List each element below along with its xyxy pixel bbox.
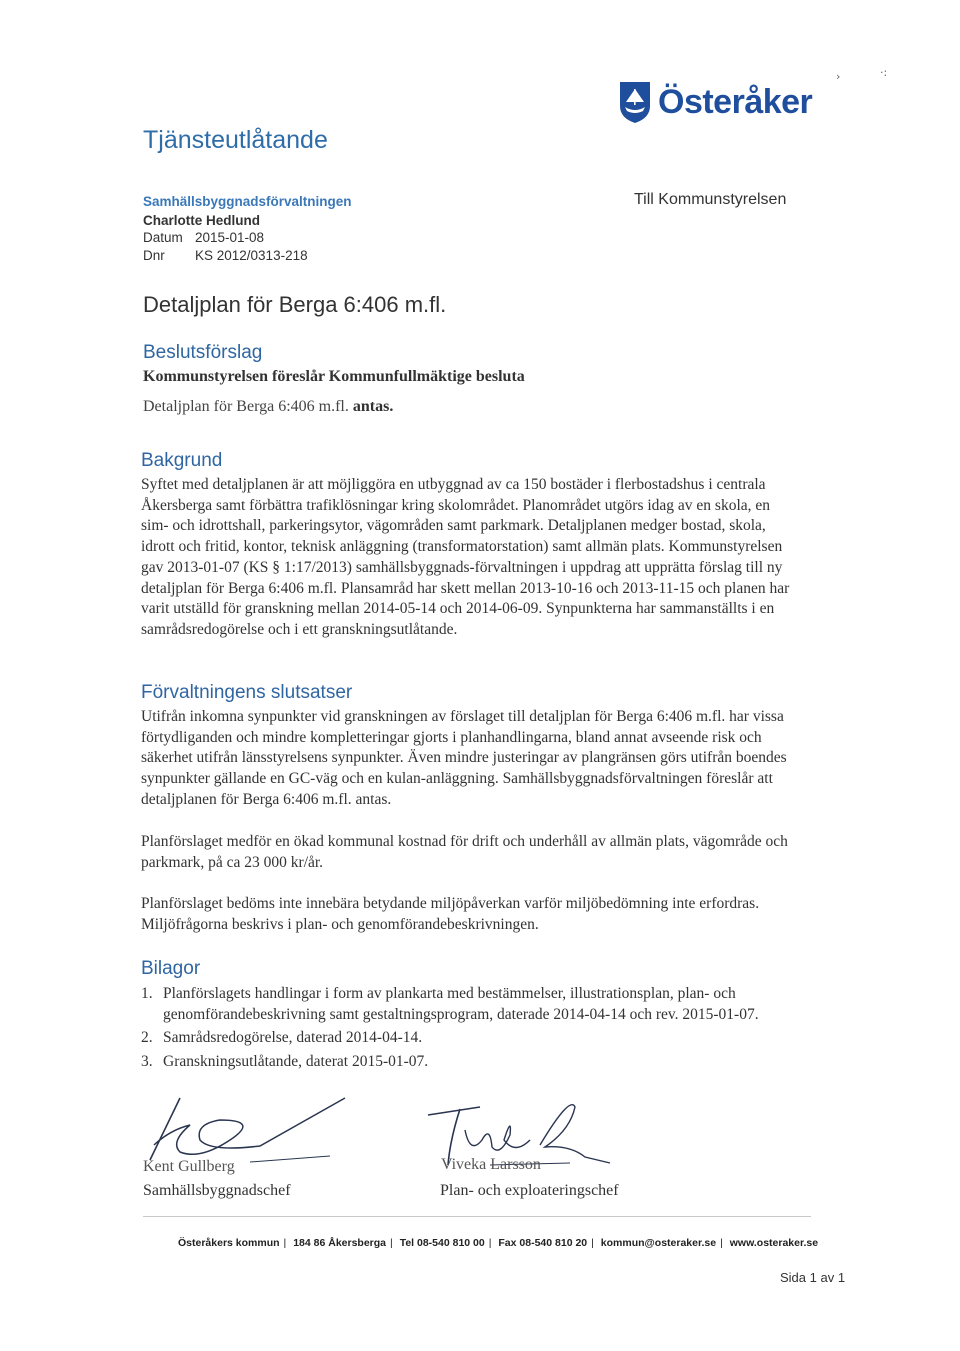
date-row <box>143 230 264 245</box>
page-title: Detaljplan för Berga 6:406 m.fl. <box>143 292 447 317</box>
date-label: Datum <box>143 230 183 245</box>
cost-paragraph: Planförslaget medför en ökad kommunal kostnad för drift och underhåll av allmän plats, vägområde och parkmark, på ca 23 000 kr/år. <box>141 833 788 871</box>
proposal-heading: Beslutsförslag <box>143 342 263 363</box>
proposal-text-bold: antas. <box>352 398 394 415</box>
background-heading: Bakgrund <box>141 450 223 471</box>
osteraker-logo <box>618 80 812 124</box>
footer-fax: Fax 08-540 810 20 <box>498 1237 588 1249</box>
date-value: 2015-01-08 <box>195 230 265 245</box>
footer-divider <box>143 1216 811 1217</box>
dnr-value: KS 2012/0313-218 <box>195 248 308 263</box>
footer-website[interactable]: www.osteraker.se <box>729 1237 819 1249</box>
attachments-list <box>141 984 801 1076</box>
list-item-text: Granskningsutlåtande, daterat 2015-01-07. <box>163 1053 429 1071</box>
page-number: Sida 1 av 1 <box>780 1270 846 1285</box>
recipient: Till Kommunstyrelsen <box>634 191 787 208</box>
background-paragraph: Syftet med detaljplanen är att möjliggöra en utbyggnad av ca 150 bostäder i flerbostadshus i centrala Åkersberga samt förbättra trafiklösningar kring skolområdet. Planområdet utgörs idag av en skola, en sim- och idrottshall, parkeringsytor, vägområden samt parkmark. Detaljplanen medger bostad, skola, idrott och fritid, kontor, teknisk anläggning (transformatorstation) samt allmän plats. Kommunstyrelsen gav 2013-01-07 (KS § 1:17/2013) samhällsbyggnads-förvaltningen i uppdrag att upprätta förslag till ny detaljplan för Berga 6:406 m.fl. Plansamråd har skett mellan 2013-10-16 och 2013-11-15 och planen har varit utställd för granskning mellan 2014-05-14 och 2014-06-09. Synpunkterna har sammanställts i en samrådsredogörelse och i ett granskningsutlåtande. <box>141 476 790 638</box>
footer-contact: Österåkers kommun | 184 86 Åkersberga | Tel 08-540 810 00 | Fax 08-540 810 20 | kommun@osteraker.se | www.osteraker.se <box>178 1237 819 1249</box>
document-type: Tjänsteutlåtande <box>143 126 328 154</box>
signatory-name: Viveka Larsson <box>441 1156 541 1173</box>
logo-text: Österåker <box>658 82 813 121</box>
list-item <box>141 984 801 1025</box>
list-item-number: 3. <box>141 1053 153 1071</box>
proposal-board-line: Kommunstyrelsen föreslår Kommunfullmäktige besluta <box>143 368 525 385</box>
conclusions-heading: Förvaltningens slutsatser <box>141 682 353 703</box>
footer-email[interactable]: kommun@osteraker.se <box>600 1237 717 1249</box>
proposal-text <box>143 398 393 416</box>
signatory-title: Plan- och exploateringschef <box>440 1182 619 1199</box>
sender-name: Charlotte Hedlund <box>143 213 260 228</box>
proposal-text-main: Detaljplan för Berga 6:406 m.fl. <box>143 398 349 415</box>
list-item-text: Planförslagets handlingar i form av plankarta med bestämmelser, illustrationsplan, plan- och genomförandebeskrivning samt gestaltningsprogram, daterade 2014-04-14 och rev. 2015-01-07. <box>163 985 759 1023</box>
dnr-label: Dnr <box>143 248 165 263</box>
scan-speck: ·: <box>880 66 888 79</box>
scan-speck: › <box>836 70 841 83</box>
list-item <box>141 1028 801 1049</box>
signatory-title: Samhällsbyggnadschef <box>143 1182 291 1199</box>
list-item-number: 1. <box>141 985 153 1002</box>
list-item-number: 2. <box>141 1029 153 1047</box>
dnr-row <box>143 248 308 263</box>
footer-address: 184 86 Åkersberga <box>293 1237 387 1249</box>
list-item <box>141 1052 801 1073</box>
municipal-shield-icon <box>618 80 652 124</box>
conclusions-paragraph: Utifrån inkomna synpunkter vid granskningen av förslaget till detaljplan för Berga 6:406 m.fl. har vissa förtydliganden och mindre kompletteringar gjorts i planhandlingarna, bland annat avseende risk och säkerhet utifrån länsstyrelsens synpunkter. Även mindre justeringar av plangränsen görs utifrån boendes synpunkter gällande en GC-väg och en kulan-anläggning. Samhällsbyggnadsförvaltningen föreslår att detaljplanen för Berga 6:406 m.fl. antas. <box>141 708 787 808</box>
attachments-heading: Bilagor <box>141 958 201 979</box>
footer-org: Österåkers kommun <box>178 1237 280 1249</box>
list-item-text: Samrådsredogörelse, daterad 2014-04-14. <box>163 1029 423 1047</box>
signatory-name: Kent Gullberg <box>143 1158 235 1175</box>
footer-phone: Tel 08-540 810 00 <box>399 1237 485 1249</box>
environment-paragraph: Planförslaget bedöms inte innebära betydande miljöpåverkan varför miljöbedömning inte erfordras. Miljöfrågorna beskrivs i plan- och genomförandebeskrivningen. <box>141 895 760 933</box>
sender-organization: Samhällsbyggnadsförvaltningen <box>143 194 352 209</box>
